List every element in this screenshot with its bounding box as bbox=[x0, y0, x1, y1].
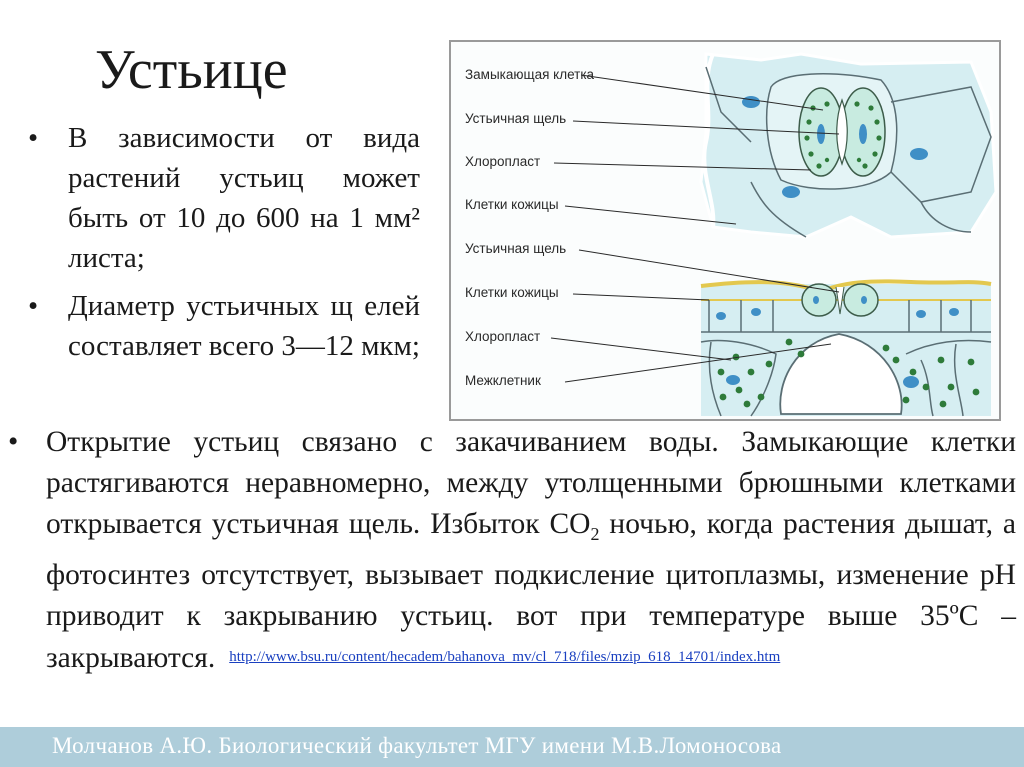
figure-label: Хлоропласт bbox=[465, 329, 541, 344]
source-link[interactable]: http://www.bsu.ru/content/hecadem/bahanova_mv/cl_718/files/mzip_618_14701/index.htm bbox=[229, 648, 781, 665]
stomata-diagram bbox=[449, 40, 1001, 421]
main-bullet-item bbox=[8, 422, 1016, 679]
bullet-text: Диаметр устьичных щ елей составляет всего 3—12 мкм; bbox=[68, 290, 420, 362]
stomata-illustration bbox=[451, 42, 999, 419]
figure-label: Межклетник bbox=[465, 373, 541, 388]
bullet-list bbox=[28, 118, 420, 374]
bullet-text: В зависимости от вида растений устьиц может быть от 10 до 600 на 1 мм² листа; bbox=[68, 122, 420, 274]
cross-section-cells bbox=[701, 281, 991, 416]
figure-label: Клетки кожицы bbox=[465, 285, 559, 300]
figure-label: Хлоропласт bbox=[465, 154, 541, 169]
main-text-subscript: 2 bbox=[590, 523, 600, 544]
figure-label: Замыкающая клетка bbox=[465, 67, 595, 82]
bullet-item bbox=[28, 118, 420, 278]
bullet-dot-icon: • bbox=[28, 122, 39, 154]
main-text-part: ночью, когда растения дышат, а фотосинтез отсутствует, вызывает подкисление цитоплазмы, изменение pH приводит к закрыванию устьиц. вот при температуре выше 35ºC – закрываются. bbox=[46, 508, 1016, 674]
top-view-cells bbox=[701, 54, 996, 237]
figure-label: Устьичная щель bbox=[465, 241, 567, 256]
slide-title: Устьице bbox=[95, 39, 288, 101]
main-text-part: Открытие устьиц связано с закачиванием воды. Замыкающие клетки растягиваются неравномерно, между утолщенными брюшными клетками открывается устьичная щель. Избыток CO bbox=[46, 426, 1016, 540]
main-bullet-list bbox=[8, 422, 1016, 679]
bullet-dot-icon: • bbox=[28, 290, 39, 322]
footer-bar bbox=[0, 727, 1024, 767]
figure-label: Устьичная щель bbox=[465, 111, 567, 126]
footer-text: Молчанов А.Ю. Биологический факультет МГУ имени М.В.Ломоносова bbox=[52, 733, 782, 758]
bullet-dot-icon: • bbox=[8, 426, 19, 458]
figure-label: Клетки кожицы bbox=[465, 197, 559, 212]
bullet-item bbox=[28, 286, 420, 366]
